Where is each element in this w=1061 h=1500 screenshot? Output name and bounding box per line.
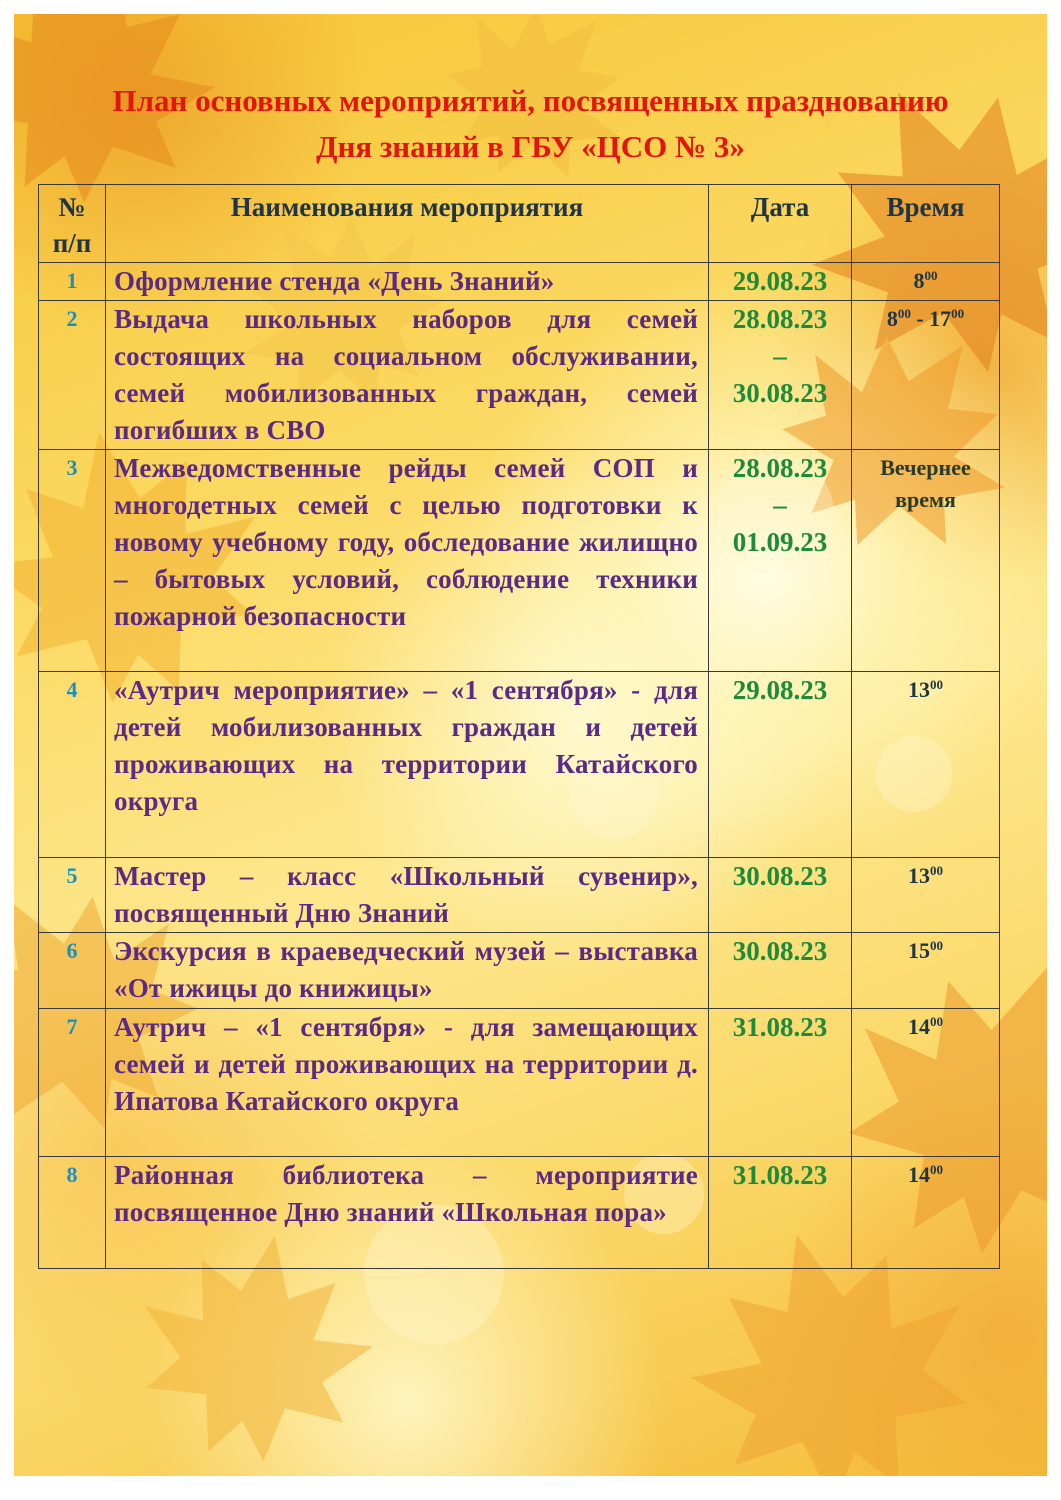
- row-number: 8: [39, 1157, 106, 1269]
- row-date: [709, 672, 852, 858]
- row-event-name: [106, 933, 709, 1009]
- time-minutes: 00: [924, 268, 938, 283]
- time-hour: 8: [886, 306, 898, 331]
- row-event-name: [106, 1009, 709, 1157]
- title-line-1: План основных мероприятий, посвященных празднованию: [112, 83, 949, 118]
- row-event-name: [106, 263, 709, 301]
- event-name-text: «Аутрич мероприятие» – «1 сентября» - для детей мобилизованных граждан и детей проживающих на территории Катайского округа: [114, 675, 698, 816]
- time-hour-end: - 17: [910, 306, 952, 331]
- date-line: 29.08.23: [732, 675, 828, 705]
- table-row: [39, 933, 1000, 1009]
- row-time: [852, 672, 1000, 858]
- row-date: [709, 263, 852, 301]
- row-number: 1: [39, 263, 106, 301]
- time-hour: 13: [908, 863, 930, 888]
- event-name-text: Мастер – класс «Школьный сувенир», посвященный Дню Знаний: [114, 861, 698, 928]
- table-row: [39, 672, 1000, 858]
- date-line: 31.08.23: [732, 1012, 828, 1042]
- date-line: 28.08.23: [732, 304, 828, 334]
- date-line: 30.08.23: [732, 378, 828, 408]
- row-event-name: [106, 301, 709, 450]
- date-line: 31.08.23: [732, 1160, 828, 1190]
- event-name-text: Межведомственные рейды семей СОП и многодетных семей с целью подготовки к новому учебному году, обследование жилищно – бытовых условий, соблюдение техники пожарной безопасности: [114, 453, 698, 631]
- title-line-2: Дня знаний в ГБУ «ЦСО № 3»: [316, 129, 745, 164]
- row-date: [709, 933, 852, 1009]
- row-time: [852, 263, 1000, 301]
- events-table: [38, 184, 1000, 1269]
- time-minutes: 00: [930, 938, 943, 953]
- time-minutes: 00: [930, 677, 943, 692]
- table-row: [39, 1157, 1000, 1269]
- row-date: [709, 1157, 852, 1269]
- event-name-text: Экскурсия в краеведческий музей – выставка «От ижицы до книжицы»: [114, 936, 698, 1003]
- event-name-text: Выдача школьных наборов для семей состоящих на социальном обслуживании, семей мобилизованных граждан, семей погибших в СВО: [114, 304, 698, 445]
- row-time: [852, 1157, 1000, 1269]
- date-line: 28.08.23: [732, 453, 828, 483]
- table-row: [39, 858, 1000, 933]
- row-time: [852, 1009, 1000, 1157]
- time-hour: 14: [908, 1162, 930, 1187]
- date-line: –: [773, 341, 787, 371]
- row-event-name: [106, 450, 709, 672]
- table-row: [39, 263, 1000, 301]
- row-number: 2: [39, 301, 106, 450]
- row-date: [709, 301, 852, 450]
- row-number: 7: [39, 1009, 106, 1157]
- date-line: 01.09.23: [732, 527, 828, 557]
- header-number: [39, 185, 106, 263]
- poster: [14, 14, 1047, 1476]
- date-line: 29.08.23: [732, 266, 828, 296]
- row-time: [852, 858, 1000, 933]
- time-hour: 14: [908, 1014, 930, 1039]
- date-line: 30.08.23: [732, 861, 828, 891]
- header-time: Время: [852, 185, 1000, 263]
- time-minutes: 00: [930, 863, 943, 878]
- date-line: 30.08.23: [732, 936, 828, 966]
- time-minutes: 00: [930, 1162, 943, 1177]
- table-row: [39, 301, 1000, 450]
- row-number: 6: [39, 933, 106, 1009]
- row-date: [709, 450, 852, 672]
- time-minutes-end: 00: [951, 306, 965, 321]
- table-header-row: [39, 185, 1000, 263]
- table-row: [39, 450, 1000, 672]
- row-event-name: [106, 1157, 709, 1269]
- header-number-line-1: №: [58, 192, 86, 222]
- time-hour: 8: [913, 268, 925, 293]
- event-name-text: Аутрич – «1 сентября» - для замещающих семей и детей проживающих на территории д. Ипатова Катайского округа: [114, 1012, 698, 1116]
- row-number: 4: [39, 672, 106, 858]
- date-line: –: [773, 490, 787, 520]
- header-event-name: Наименования мероприятия: [106, 185, 709, 263]
- event-name-text: Районная библиотека – мероприятие посвященное Дню знаний «Школьная пора»: [114, 1160, 698, 1227]
- time-minutes: 00: [897, 306, 911, 321]
- header-date: Дата: [709, 185, 852, 263]
- row-number: 3: [39, 450, 106, 672]
- row-date: [709, 1009, 852, 1157]
- table-row: [39, 1009, 1000, 1157]
- event-name-text: Оформление стенда «День Знаний»: [114, 266, 555, 296]
- time-minutes: 00: [930, 1014, 943, 1029]
- row-time: [852, 301, 1000, 450]
- time-hour: 15: [908, 938, 930, 963]
- row-event-name: [106, 672, 709, 858]
- page-title: [14, 78, 1047, 170]
- row-event-name: [106, 858, 709, 933]
- row-date: [709, 858, 852, 933]
- row-number: 5: [39, 858, 106, 933]
- row-time: [852, 933, 1000, 1009]
- time-hour: 13: [908, 677, 930, 702]
- row-time: Вечернее время: [852, 450, 1000, 672]
- header-number-line-2: п/п: [52, 228, 92, 258]
